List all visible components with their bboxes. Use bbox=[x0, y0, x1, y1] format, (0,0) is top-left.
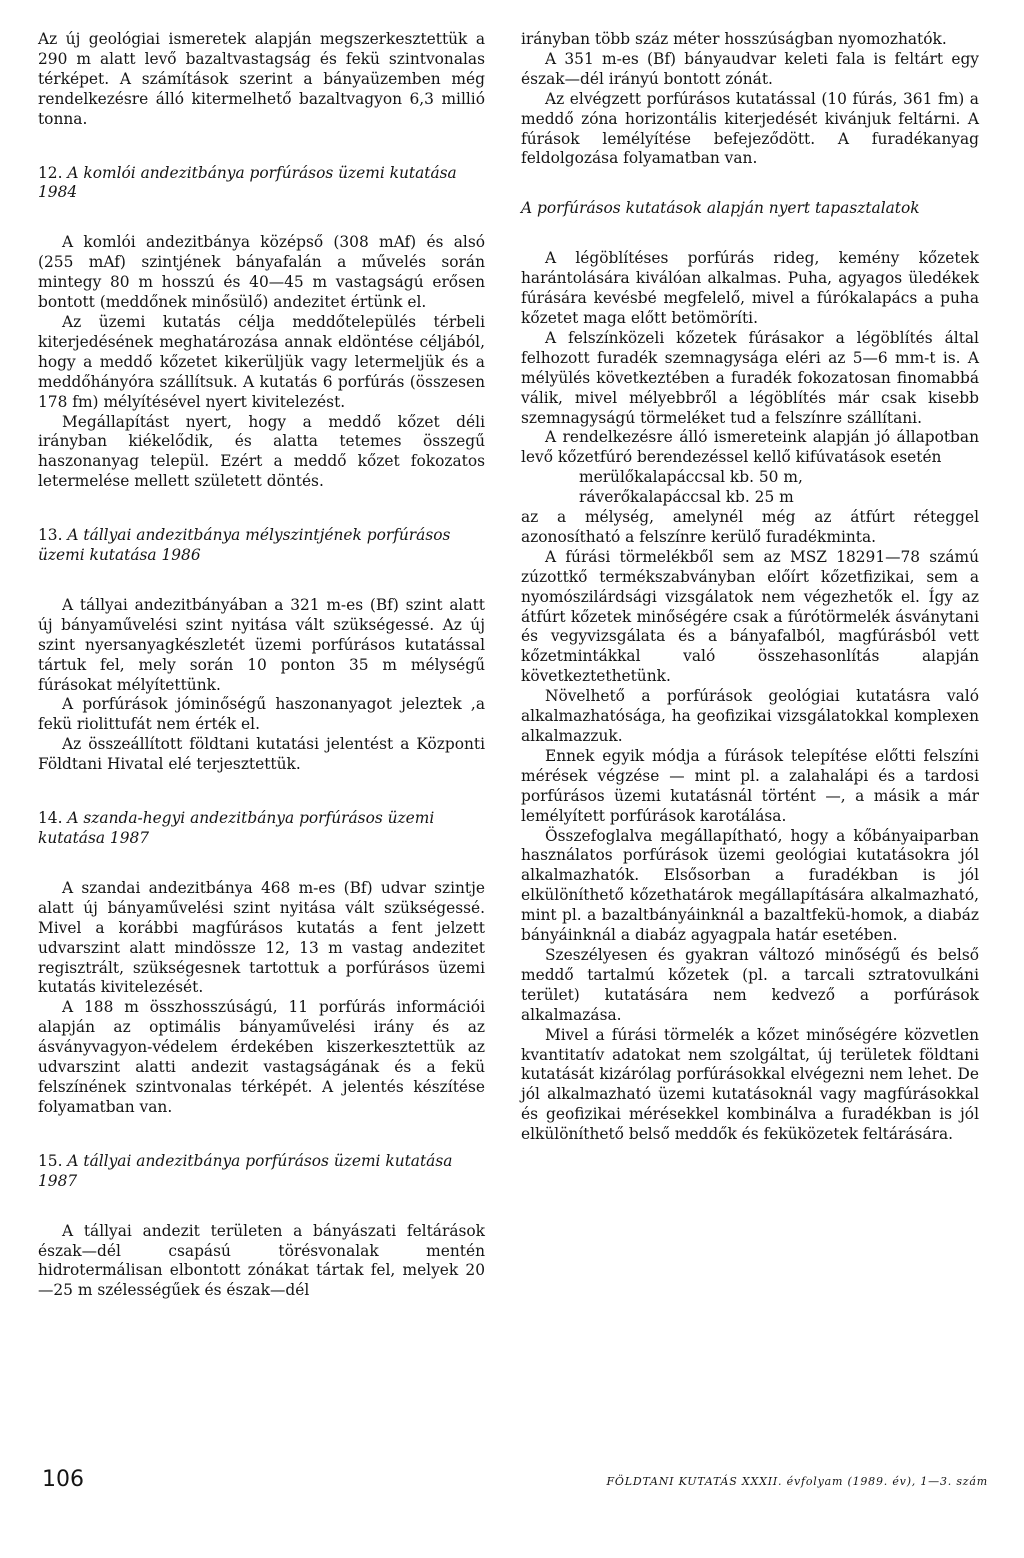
section-title: A komlói andezitbánya porfúrásos üzemi kutatása 1984 bbox=[38, 163, 457, 202]
paragraph: Megállapítást nyert, hogy a meddő kőzet déli irányban kiékelődik, és alatta tetemes összegű haszonanyag települ. Ezért a meddő kőzet fokozatos letermelése mellett született döntés. bbox=[38, 412, 485, 491]
paragraph: Összefoglalva megállapítható, hogy a kőbányaiparban használatos porfúrások üzemi geológiai kutatásokra jól alkalmazhatók. Elsősorban a furadékban is jól elkülöníthető kőzethatárok megállapítására alkalmazható, mint pl. a bazaltbányáinknál a bazaltfekü-homok, a diabáz bányáinknál a diabáz agyagpala határ esetében. bbox=[521, 826, 979, 945]
left-column bbox=[38, 30, 485, 1301]
paragraph: A rendelkezésre álló ismereteink alapján jó állapotban levő kőzetfúró berendezéssel kellő kifúvatások esetén bbox=[521, 428, 979, 467]
paragraph: Ennek egyik módja a fúrások telepítése előtti felszíni mérések végzése — mint pl. a zalahalápi és a tardosi porfúrásos üzemi kutatásnál történt —, a másik a már lemélyített porfúrások karotálása. bbox=[521, 746, 979, 825]
paragraph: Szeszélyesen és gyakran változó minőségű és belső meddő tartalmú kőzetek (pl. a tarcali sztratovulkáni terület) kutatására nem kedvező a porfúrások alkalmazása. bbox=[521, 945, 979, 1024]
section-heading bbox=[38, 809, 485, 849]
section-heading bbox=[521, 199, 979, 219]
paragraph: Mivel a fúrási törmelék a kőzet minőségére közvetlen kvantitatív adatokat nem szolgáltat, új területek földtani kutatását kizárólag porfúrásokkal elvégezni nem lehet. De jól alkalmazható üzemi kutatásoknál vagy magfúrásokkal és geofizikai mérésekkel kombinálva a furadékban is jól elkülöníthető belső meddők és feküközetek feltárására. bbox=[521, 1025, 979, 1144]
page-footer bbox=[0, 1467, 1024, 1507]
paragraph: A 188 m összhosszúságú, 11 porfúrás információi alapján az optimális bányaművelési irány és az ásványvagyon-védelem érdekében kiszerkesztettük az udvarszint alatti andezit vastagságának és a fekü felszínének szintvonalas térképét. A jelentés készítése folyamatban van. bbox=[38, 998, 485, 1116]
section-title: A tállyai andezitbánya mélyszintjének porfúrásos üzemi kutatása 1986 bbox=[38, 526, 451, 565]
paragraph: A felszínközeli kőzetek fúrásakor a légöblítés által felhozott furadék szemnagysága eléri az 5—6 mm-t is. A mélyülés következtében a furadék fokozatosan finomabbá válik, mivel mélyebbről a légöblítés már csak kisebb szemnagyságú törmeléket tud a felszínre szállítani. bbox=[521, 328, 979, 427]
paragraph: A légöblítéses porfúrás rideg, kemény kőzetek harántolására kiválóan alkalmas. Puha, agyagos üledékek fúrására kevésbé megfelelő, mivel a fúrókalapács a puha kőzetet maga előtt betömöríti. bbox=[521, 249, 979, 327]
paragraph: A porfúrások jóminőségű haszonanyagot jeleztek ,a fekü riolittufát nem érték el. bbox=[38, 695, 485, 734]
section-heading bbox=[38, 526, 485, 566]
section-title: A tállyai andezitbánya porfúrásos üzemi kutatása 1987 bbox=[38, 1151, 453, 1190]
page-number: 106 bbox=[42, 1467, 84, 1492]
list-line: merülőkalapáccsal kb. 50 m, bbox=[579, 468, 803, 487]
paragraph: A komlói andezitbánya középső (308 mAf) és alsó (255 mAf) szintjének bányafalán a művelés során mintegy 80 m hosszú és 40—45 m vastagságú erősen bontott (meddőnek minősülő) andezitet értünk el. bbox=[38, 233, 485, 312]
section-number: 12. bbox=[38, 163, 63, 182]
list-line: ráverőkalapáccsal kb. 25 m bbox=[579, 488, 794, 507]
paragraph: Az elvégzett porfúrásos kutatással (10 fúrás, 361 fm) a meddő zóna horizontális kiterjedését kivánjuk feltárni. A fúrások lemélyítése befejeződött. A furadékanyag feldolgozása folyamatban van. bbox=[521, 89, 979, 168]
paragraph: Az összeállított földtani kutatási jelentést a Központi Földtani Hivatal elé terjesztettük. bbox=[38, 735, 485, 774]
paragraph: az a mélység, amelynél még az átfúrt réteggel azonosítható a felszínre kerülő furadékminta. bbox=[521, 508, 979, 546]
section-number: 13. bbox=[38, 526, 63, 545]
paragraph: Az üzemi kutatás célja meddőtelepülés térbeli kiterjedésének meghatározása annak eldöntése céljából, hogy a meddő kőzetet kikerüljük vagy letermeljük és a meddőhányóra szállítsuk. A kutatás 6 porfúrás (összesen 178 fm) mélyítésével nyert kivitelezést. bbox=[38, 312, 485, 411]
paragraph: Az új geológiai ismeretek alapján megszerkesztettük a 290 m alatt levő bazaltvastagság és fekü szintvonalas térképet. A számítások szerint a bányaüzemben még rendelkezésre álló kitermelhető bazaltvagyon 6,3 millió tonna. bbox=[38, 30, 485, 128]
paragraph: irányban több száz méter hosszúságban nyomozhatók. bbox=[521, 30, 947, 48]
paragraph: A 351 m-es (Bf) bányaudvar keleti fala is feltárt egy észak—dél irányú bontott zónát. bbox=[521, 49, 979, 88]
section-number: 15. bbox=[38, 1151, 63, 1170]
section-number: 14. bbox=[38, 809, 63, 828]
paragraph: A fúrási törmelékből sem az MSZ 18291—78 számú zúzottkő termékszabványban előírt kőzetfizikai, sem a nyomószilárdsági vizsgálatok nem végezhetők el. Így az átfúrt kőzetek minőségére csak a fúrótörmelék ásványtani és vegyvizsgálata és a bányafalból, magfúrásból vett kőzetmintákkal való összehasonlítás alapján következtethetünk. bbox=[521, 547, 979, 686]
section-title: A porfúrásos kutatások alapján nyert tapasztalatok bbox=[521, 199, 920, 218]
journal-reference: FÖLDTANI KUTATÁS XXXII. évfolyam (1989. év), 1—3. szám bbox=[606, 1475, 988, 1488]
paragraph: A tállyai andezit területen a bányászati feltárások észak—dél csapású törésvonalak mentén hidrotermálisan elbontott zónákat tártak fel, melyek 20—25 m szélességűek és észak—dél bbox=[38, 1221, 485, 1300]
section-heading bbox=[38, 164, 485, 204]
paragraph: A szandai andezitbánya 468 m-es (Bf) udvar szintje alatt új bányaművelési szint nyitása vált szükségessé. Mivel a korábbi magfúrásos kutatás a fent jelzett udvarszint alatt mindössze 12, 13 m vastag andezitet regisztrált, szükségesnek tartottuk a porfúrásos üzemi kutatás kivitelezését. bbox=[38, 878, 485, 997]
right-column bbox=[521, 30, 979, 1145]
paragraph: A tállyai andezitbányában a 321 m-es (Bf) szint alatt új bányaművelési szint nyitása vált szükségessé. Az új szint nyersanyagkészletét üzemi porfúrásos kutatással tártuk fel, mely során 10 ponton 35 m mélységű fúrásokat mélyítettünk. bbox=[38, 595, 485, 694]
section-title: A szanda-hegyi andezitbánya porfúrásos üzemi kutatása 1987 bbox=[38, 809, 435, 847]
paragraph: Növelhető a porfúrások geológiai kutatásra való alkalmazhatósága, ha geofizikai vizsgálatokkal komplexen alkalmazzuk. bbox=[521, 687, 979, 745]
section-heading bbox=[38, 1152, 485, 1192]
